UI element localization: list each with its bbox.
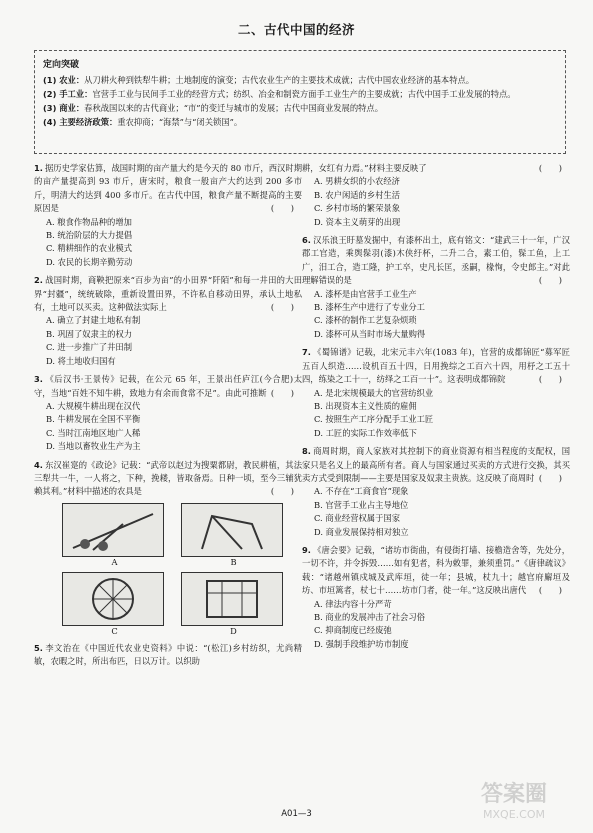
answer-option: A. 大规模牛耕出现在汉代 bbox=[46, 400, 141, 411]
tool-option-letter: D bbox=[230, 625, 237, 636]
answer-option: C. 当时江南地区地广人稀 bbox=[46, 427, 141, 438]
question-text: 《唐会要》记载，“诸坊市街曲，有侵街打墙、接檐造舍等，先处分，一切不许，并令拆毁……如有犯者，科为敕罪，兼须重罚。”《唐律疏议》载：“诸越州镇戍城及武库垣，徒一年；县城，杖九十；越官府廨垣及坊、市垣篱者，杖七十……坊市门者，徙一年。”这反映出唐代 bbox=[302, 544, 570, 596]
answer-option: D. 当地以畜牧业生产为主 bbox=[46, 441, 141, 452]
answer-option: C. 精耕细作的农业模式 bbox=[46, 243, 132, 254]
question bbox=[302, 445, 570, 539]
answer-option: D. 漆杯可从当时市场大量购得 bbox=[314, 328, 426, 339]
answer-option: A. 律法内容十分严苛 bbox=[314, 598, 392, 609]
answer-blank: ( ) bbox=[270, 302, 294, 313]
question-number: 4. bbox=[34, 459, 43, 470]
guidance-item-text: 重农抑商；“海禁”与“闭关锁国”。 bbox=[117, 117, 243, 127]
answer-option: C. 乡村市场的繁荣景象 bbox=[314, 203, 400, 214]
question-text: 汉乐浪王盱墓发掘中，有漆杯出土，底有铭文：“建武三十一年，广汉郡工官造，乘舆髹羽(漆)木侠纡杯，二升二合，素工伯，髹工鱼，上工广，汨工合，造工隆，护工卒，史凡长匡，丞嗣，椽恂，令史郎主。”对此理解错误的是 bbox=[302, 235, 570, 286]
answer-option: D. 工匠的实际工作效率低下 bbox=[314, 427, 417, 438]
question-stem bbox=[302, 162, 570, 175]
answer-option: C. 商业经营权属于国家 bbox=[314, 513, 400, 524]
question-text: 《蜀锦谱》记载，北宋元丰六年(1083 年)，官营的成都锦匠“募军匠五百人织造……设机百五十四，日用挽综之工百六十四，用杼之工五十四，练染之工十一，纺绎之工百一十”。这表明成都锦院 bbox=[302, 347, 570, 385]
answer-option: B. 官营手工业占主导地位 bbox=[314, 499, 409, 510]
question-text: 《后汉书·王景传》记载，在公元 65 年，王景出任庐江(今合肥)太守，当地“百姓不知牛耕，致地力有余而食常不足”。由此可推断 bbox=[34, 374, 302, 398]
question-stem bbox=[34, 162, 302, 216]
question bbox=[302, 544, 570, 651]
tool-option bbox=[62, 503, 167, 568]
tool-option-letter: C bbox=[111, 625, 118, 636]
question-number: 6. bbox=[302, 235, 311, 246]
question-number: 5. bbox=[34, 642, 43, 653]
tool-illustrations bbox=[62, 503, 302, 637]
answer-option: C. 抑商制度已经废弛 bbox=[314, 625, 392, 636]
question bbox=[34, 373, 302, 453]
answer-option: A. 不存在“工商食官”现象 bbox=[314, 486, 409, 497]
answer-option: C. 按照生产工序分配手工业工匠 bbox=[314, 414, 434, 425]
question-stem bbox=[34, 274, 302, 314]
question-stem bbox=[34, 459, 302, 499]
tool-option-letter: A bbox=[111, 556, 118, 567]
answer-blank: ( ) bbox=[270, 387, 294, 398]
answer-option: B. 牛耕发展在全国不平衡 bbox=[46, 414, 141, 425]
answer-blank: ( ) bbox=[538, 585, 562, 596]
guidance-item-label: (1) 农业： bbox=[43, 75, 85, 85]
farm-tool-image bbox=[181, 572, 283, 626]
answer-option: D. 将土地收归国有 bbox=[46, 355, 116, 366]
question bbox=[302, 162, 570, 229]
question-number: 2. bbox=[34, 275, 43, 286]
question bbox=[34, 162, 302, 269]
left-column bbox=[34, 162, 302, 674]
question-stem bbox=[302, 346, 570, 386]
question-text: 战国时期，商鞅把原来“百步为亩”的小田界“阡陌”和每一井田的大田界“封疆”，统统破除，重新设置田界，不许私自移动田界，承认土地私有，土地可以买卖。这种做法实际上 bbox=[34, 275, 302, 313]
question-text: 李文治在《中国近代农业史资料》中说：“(松江)乡村纺织，尤尚精敏，农暇之时，所出布匹，日以万计。以织助 bbox=[34, 642, 302, 667]
question bbox=[302, 234, 570, 341]
farm-tool-image bbox=[62, 572, 164, 626]
question-number: 1. bbox=[34, 163, 43, 173]
right-column bbox=[302, 162, 570, 656]
guidance-item-text: 官营手工业与民间手工业的经营方式；纺织、冶金和制瓷方面手工业生产的主要成就；古代中国手工业发展的特点。 bbox=[92, 89, 516, 99]
question-number: 9. bbox=[302, 544, 311, 555]
tool-option bbox=[181, 503, 286, 568]
answer-blank: ( ) bbox=[538, 374, 562, 385]
question-text: 据历史学家估算，战国时期的亩产量大约是今天的 80 市斤，西汉时期的亩产量提高到 93 市斤，唐宋时，粮食一般亩产大约达到 200 多市斤，明清大约达到 400 多市斤。在古代中国，粮食产量不断提高的主要原因是 bbox=[34, 163, 302, 214]
answer-blank: ( ) bbox=[270, 486, 294, 497]
answer-option: B. 出现资本主义性质的雇佣 bbox=[314, 400, 417, 411]
question-stem bbox=[34, 373, 302, 400]
question-text: 耕，女红有力焉。”材料主要反映了 bbox=[302, 163, 427, 173]
answer-option: C. 进一步推广了井田制 bbox=[46, 342, 132, 353]
question-stem bbox=[302, 445, 570, 485]
page-number: A01—3 bbox=[281, 809, 312, 819]
answer-option: A. 确立了封建土地私有制 bbox=[46, 315, 141, 326]
answer-option: B. 商业的发展冲击了社会习俗 bbox=[314, 612, 425, 622]
watermark-text: 答案圈 bbox=[480, 782, 547, 807]
guidance-item-label: (2) 手工业： bbox=[43, 89, 93, 99]
answer-option: B. 巩固了奴隶主的权力 bbox=[46, 328, 133, 339]
farm-tool-image bbox=[181, 503, 283, 557]
answer-option: C. 漆杯的制作工艺复杂烦琐 bbox=[314, 315, 417, 326]
answer-option: B. 农户闲适的乡村生活 bbox=[314, 189, 401, 200]
tool-option bbox=[181, 572, 286, 637]
answer-option: D. 农民的长期辛勤劳动 bbox=[46, 256, 133, 267]
answer-blank: ( ) bbox=[538, 163, 562, 173]
watermark-logo bbox=[469, 777, 559, 827]
answer-option: A. 是北宋规模最大的官营纺织业 bbox=[314, 387, 434, 398]
answer-option: B. 漆杯生产中进行了专业分工 bbox=[314, 302, 425, 313]
answer-option: B. 统治阶层的大力提倡 bbox=[46, 230, 133, 241]
question bbox=[302, 346, 570, 440]
answer-option: A. 漆杯是由官营手工业生产 bbox=[314, 288, 417, 299]
answer-blank: ( ) bbox=[538, 472, 562, 483]
tool-option bbox=[62, 572, 167, 637]
answer-option: D. 强制手段维护坊市制度 bbox=[314, 638, 409, 649]
guidance-item-label: (3) 商业： bbox=[43, 103, 85, 113]
guidance-heading: 定向突破 bbox=[43, 60, 80, 70]
guidance-item bbox=[43, 115, 557, 129]
guidance-item-text: 从刀耕火种到铁犁牛耕；土地制度的演变；古代农业生产的主要技术成就；古代中国农业经济的基本特点。 bbox=[84, 75, 475, 85]
answer-option: D. 商业发展保持相对独立 bbox=[314, 526, 409, 537]
question-number: 3. bbox=[34, 374, 43, 385]
question bbox=[34, 274, 302, 368]
answer-option: A. 男耕女织的小农经济 bbox=[314, 176, 400, 187]
answer-option: D. 资本主义萌芽的出现 bbox=[314, 216, 401, 227]
question-stem bbox=[302, 234, 570, 288]
question-number: 8. bbox=[302, 446, 311, 457]
guidance-item-text: 春秋战国以来的古代商业；“市”的变迁与城市的发展；古代中国商业发展的特点。 bbox=[84, 103, 384, 113]
question-text: 东汉崔寔的《政论》记载：“武帝以赵过为搜粟都尉，教民耕植，其法三犁共一牛，一人将之，下种，挽耧，皆取备焉。日种一顷，至今三辅犹赖其利。”材料中描述的农具是 bbox=[34, 459, 302, 497]
watermark-url: MXQE.COM bbox=[483, 808, 545, 821]
question-number: 7. bbox=[302, 347, 311, 358]
guidance-item-label: (4) 主要经济政策： bbox=[43, 117, 118, 127]
question-stem bbox=[302, 544, 570, 598]
guidance-item bbox=[43, 101, 557, 115]
page-title: 二、古代中国的经济 bbox=[237, 22, 355, 37]
tool-option-letter: B bbox=[230, 556, 237, 567]
answer-option: A. 粮食作物品种的增加 bbox=[46, 216, 132, 227]
guidance-item bbox=[43, 73, 557, 87]
question-stem bbox=[34, 642, 302, 669]
answer-blank: ( ) bbox=[538, 275, 562, 286]
guidance-item bbox=[43, 87, 557, 101]
answer-blank: ( ) bbox=[270, 203, 294, 214]
question-text: 商周时期，商人家族对其控制下的商业资源有相当程度的支配权，国家只是名义上的最高所有者。商人与国家通过买卖的方式进行交换，其买卖方式受到限制——主要是国家及奴隶主贵族。这反映了商周时 bbox=[302, 446, 570, 483]
question bbox=[34, 642, 302, 669]
farm-tool-image bbox=[62, 503, 164, 557]
guidance-box bbox=[34, 50, 566, 154]
question bbox=[34, 459, 302, 637]
